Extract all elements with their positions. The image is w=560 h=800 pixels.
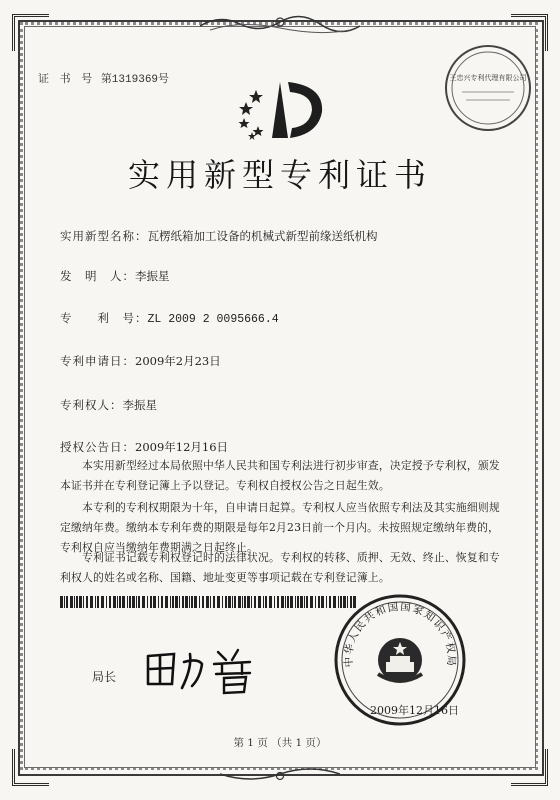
field-application-date xyxy=(60,353,221,369)
bottom-ornament xyxy=(220,766,340,786)
field-inventor xyxy=(60,268,170,284)
field-value: ZL 2009 2 0095666.4 xyxy=(147,313,279,326)
barcode xyxy=(60,596,356,608)
paragraph-term-and-fees: 本专利的专利权期限为十年，自申请日起算。专利权人应当依照专利法及其实施细则规定缴纳年费。缴纳本专利年费的期限是每年2月23日前一个月内。未按照规定缴纳年费的，专利权自应当缴纳年费期满之日起终止。 xyxy=(60,501,500,554)
field-utility-model-name xyxy=(60,228,378,244)
director-label: 局长 xyxy=(92,670,117,684)
field-patent-number xyxy=(60,310,279,326)
paragraph-legal-status: 专利证书记载专利权登记时的法律状况。专利权的转移、质押、无效、终止、恢复和专利权人的姓名或名称、国籍、地址变更等事项记载在专利登记簿上。 xyxy=(60,551,500,584)
corner-ornament-top-left xyxy=(12,14,49,51)
field-value: 2009年12月16日 xyxy=(135,440,229,454)
top-ornament xyxy=(200,12,360,34)
page-number: 第 1 页 （共 1 页） xyxy=(233,737,327,749)
director-signature xyxy=(138,638,268,698)
agency-stamp xyxy=(440,40,536,136)
field-value: 2009年2月23日 xyxy=(135,354,221,368)
corner-ornament-bottom-right xyxy=(511,749,548,786)
certificate-title: 实用新型专利证书 xyxy=(127,156,432,194)
field-label: 专利申请日： xyxy=(60,354,135,368)
field-grant-date xyxy=(60,439,228,455)
agency-stamp-text: 王忠兴专利代理有限公司 xyxy=(449,74,527,82)
field-label: 发 明 人： xyxy=(60,269,135,283)
certificate-number-label: 证 书 号 xyxy=(38,74,95,86)
field-label: 专 利 号： xyxy=(60,311,148,325)
field-label: 专利权人： xyxy=(60,398,123,412)
paragraph-grant-statement: 本实用新型经过本局依照中华人民共和国专利法进行初步审查，决定授予专利权，颁发本证书并在专利登记簿上予以登记。专利权自授权公告之日起生效。 xyxy=(60,459,500,492)
field-value: 李振星 xyxy=(122,398,157,412)
field-value: 李振星 xyxy=(135,269,170,283)
certificate-number xyxy=(38,70,169,86)
field-value: 瓦楞纸箱加工设备的机械式新型前缘送纸机构 xyxy=(147,229,378,243)
patent-office-logo xyxy=(232,68,332,148)
certificate-number-value: 第1319369号 xyxy=(100,74,170,86)
seal-date: 2009年12月16日 xyxy=(370,704,459,717)
field-label: 授权公告日： xyxy=(60,440,135,454)
corner-ornament-bottom-left xyxy=(12,749,49,786)
field-label: 实用新型名称： xyxy=(60,229,148,243)
field-patentee xyxy=(60,397,157,413)
seal-text: 中华人民共和国国家知识产权局 xyxy=(342,600,458,668)
